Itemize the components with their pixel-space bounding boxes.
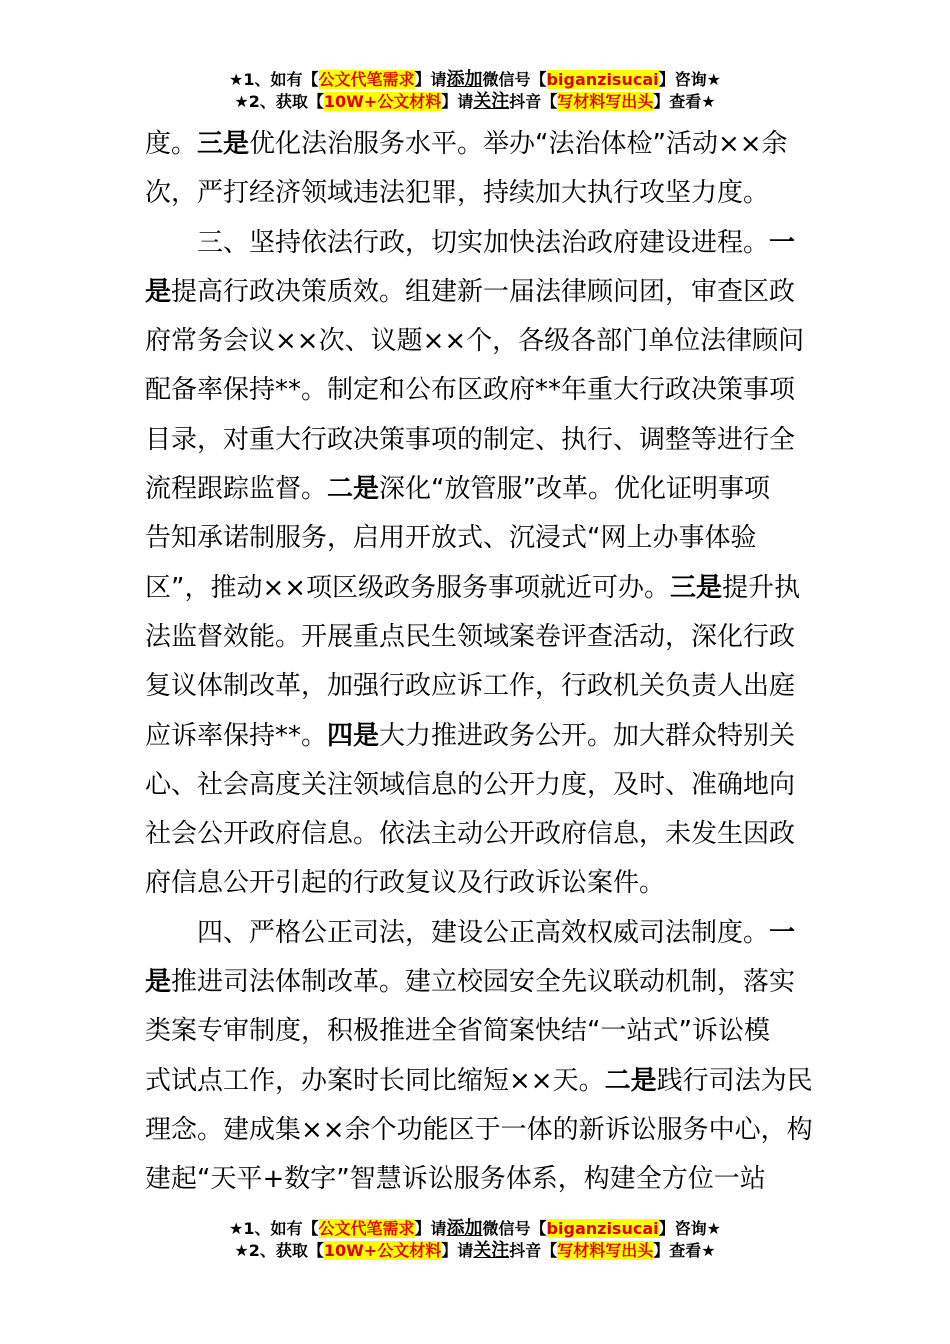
text-line: 流程跟踪监督。二是深化“放管服”改革。优化证明事项 — [145, 474, 770, 505]
banner-line-2: ★2、获取【10W+公文材料】请关注抖音【写材料写出头】查看★ — [234, 91, 716, 112]
text-line: 度。三是优化法治服务水平。举办“法治体检”活动××余 — [145, 129, 788, 159]
document-body — [145, 120, 813, 1205]
highlight-douyin: 写材料写出头 — [557, 1241, 654, 1260]
banner-line-1: ★1、如有【公文代笔需求】请添加微信号【biganzisucai】咨询★ — [229, 1218, 721, 1239]
text-line: 告知承诺制服务，启用开放式、沉浸式“网上办事体验 — [145, 523, 757, 554]
text-line: 法监督效能。开展重点民生领域案卷评查活动，深化行政 — [145, 621, 796, 652]
text-line: 式试点工作，办案时长同比缩短××天。二是践行司法为民 — [145, 1065, 813, 1096]
banner-line-2: ★2、获取【10W+公文材料】请关注抖音【写材料写出头】查看★ — [234, 1240, 716, 1261]
text-line: 类案专审制度，积极推进全省简案快结“一站式”诉讼模 — [145, 1016, 770, 1047]
section-heading-3: 三、坚持依法行政，切实加快法治政府建设进程。一 — [197, 227, 796, 258]
text-line: 次，严打经济领域违法犯罪，持续加大执行攻坚力度。 — [145, 178, 770, 209]
text-line: 社会公开政府信息。依法主动公开政府信息，未发生因政 — [145, 819, 796, 850]
highlight-materials: 10W+公文材料 — [323, 92, 442, 111]
highlight-service: 公文代笔需求 — [318, 1219, 415, 1238]
banner-line-1: ★1、如有【公文代笔需求】请添加微信号【biganzisucai】咨询★ — [229, 69, 721, 90]
text-line: 建起“天平+数字”智慧诉讼服务体系，构建全方位一站 — [145, 1164, 766, 1195]
highlight-wechat-id: biganzisucai — [546, 1219, 659, 1238]
highlight-service: 公文代笔需求 — [318, 70, 415, 89]
footer-banner — [0, 1218, 950, 1262]
text-line: 配备率保持**。制定和公布区政府**年重大行政决策事项 — [145, 375, 796, 406]
text-line: 应诉率保持**。四是大力推进政务公开。加大群众特别关 — [145, 720, 796, 751]
text-line: 是提高行政决策质效。组建新一届法律顾问团，审查区政 — [145, 276, 796, 307]
text-line: 府常务会议××次、议题××个，各级各部门单位法律顾问 — [145, 326, 805, 357]
text-line: 区”，推动××项区级政务服务事项就近可办。三是提升执 — [145, 572, 801, 603]
text-line: 目录，对重大行政决策事项的制定、执行、调整等进行全 — [145, 424, 796, 455]
section-heading-4: 四、严格公正司法，建设公正高效权威司法制度。一 — [197, 917, 796, 948]
text-line: 心、社会高度关注领域信息的公开力度，及时、准确地向 — [145, 769, 796, 800]
text-line: 复议体制改革，加强行政应诉工作，行政机关负责人出庭 — [145, 671, 796, 702]
text-line: 府信息公开引起的行政复议及行政诉讼案件。 — [145, 868, 666, 899]
text-line: 是推进司法体制改革。建立校园安全先议联动机制，落实 — [145, 967, 796, 998]
text-line: 理念。建成集××余个功能区于一体的新诉讼服务中心，构 — [145, 1114, 813, 1145]
highlight-wechat-id: biganzisucai — [546, 70, 659, 89]
highlight-douyin: 写材料写出头 — [557, 92, 654, 111]
header-banner — [0, 69, 950, 113]
highlight-materials: 10W+公文材料 — [323, 1241, 442, 1260]
